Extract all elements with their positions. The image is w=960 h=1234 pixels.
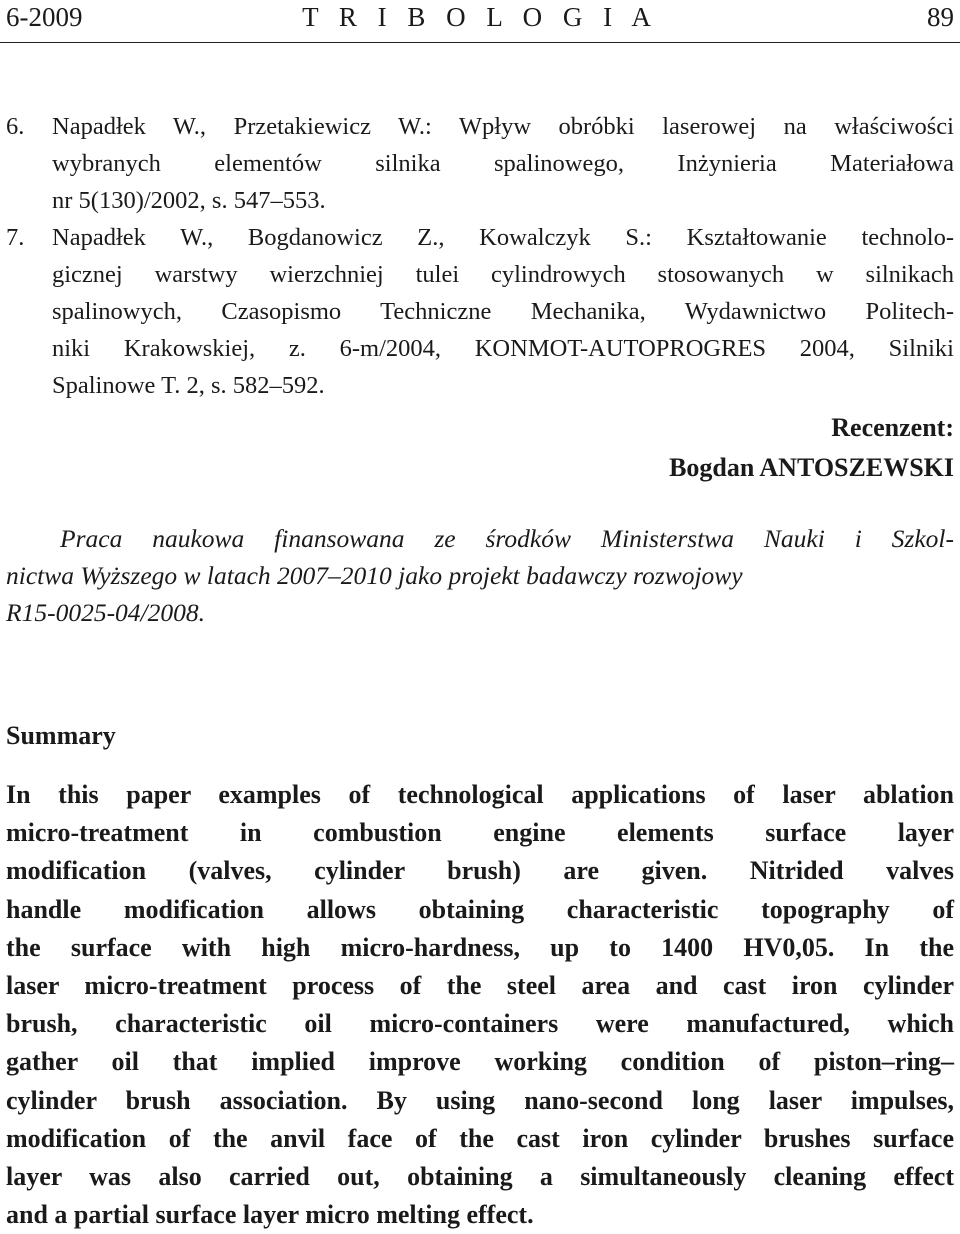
funding-line: Praca naukowa finansowana ze środków Ministerstwa Nauki i Szkol- [60,524,954,553]
reference-item-6 [6,108,954,219]
reference-text: Napadłek W., Bogdanowicz Z., Kowalczyk S.: Kształtowanie technolo- [52,224,954,251]
summary-line: modification (valves, cylinder brush) are given. Nitrided valves [6,856,954,886]
summary-line: In this paper examples of technological applications of laser ablation [6,780,954,809]
funding-line: R15-0025-04/2008. [6,598,206,627]
issue-number: 6-2009 [6,2,83,32]
reference-line: wybranych elementów silnika spalinowego, Inżynieria Materiałowa [52,150,954,177]
summary-line: and a partial surface layer micro melting effect. [6,1200,534,1230]
reference-line: Spalinowe T. 2, s. 582–592. [52,372,325,399]
reference-line: niki Krakowskiej, z. 6-m/2004, KONMOT-AUTOPROGRES 2004, Silniki [52,335,954,362]
reference-item-7 [6,219,954,404]
funding-note [6,520,954,631]
reference-line [6,219,954,256]
summary-line: handle modification allows obtaining characteristic topography of [6,894,954,924]
running-header [6,0,954,34]
summary-paragraph [6,776,954,1234]
summary-line: the surface with high micro-hardness, up to 1400 HV0,05. In the [6,932,954,962]
reference-number: 6. [6,113,25,140]
reviewer-name: Bogdan ANTOSZEWSKI [669,453,954,482]
reference-line: nr 5(130)/2002, s. 547–553. [52,187,326,214]
reference-number: 7. [6,224,25,251]
reference-line: gicznej warstwy wierzchniej tulei cylindrowych stosowanych w silnikach [52,261,954,288]
summary-line: laser micro-treatment process of the steel area and cast iron cylinder [6,971,954,1001]
reference-list [6,108,954,404]
reference-line: spalinowych, Czasopismo Techniczne Mechanika, Wydawnictwo Politech- [52,298,954,325]
page-number: 89 [927,2,954,32]
summary-heading: Summary [6,721,116,750]
summary-line: gather oil that implied improve working condition of piston–ring– [6,1047,954,1077]
journal-title: T R I B O L O G I A [302,2,658,32]
reviewer-label: Recenzent: [831,413,954,442]
summary-line: brush, characteristic oil micro-containers were manufactured, which [6,1009,954,1039]
header-rule [0,42,960,43]
summary-line: modification of the anvil face of the cast iron cylinder brushes surface [6,1123,954,1153]
reference-line [6,108,954,145]
reviewer-block [669,408,954,488]
funding-line: nictwa Wyższego w latach 2007–2010 jako projekt badawczy rozwojowy [6,561,743,590]
summary-line: layer was also carried out, obtaining a simultaneously cleaning effect [6,1162,954,1192]
summary-line: cylinder brush association. By using nano-second long laser impulses, [6,1085,954,1115]
summary-line: micro-treatment in combustion engine elements surface layer [6,818,954,848]
reference-text: Napadłek W., Przetakiewicz W.: Wpływ obróbki laserowej na właściwości [52,113,954,140]
